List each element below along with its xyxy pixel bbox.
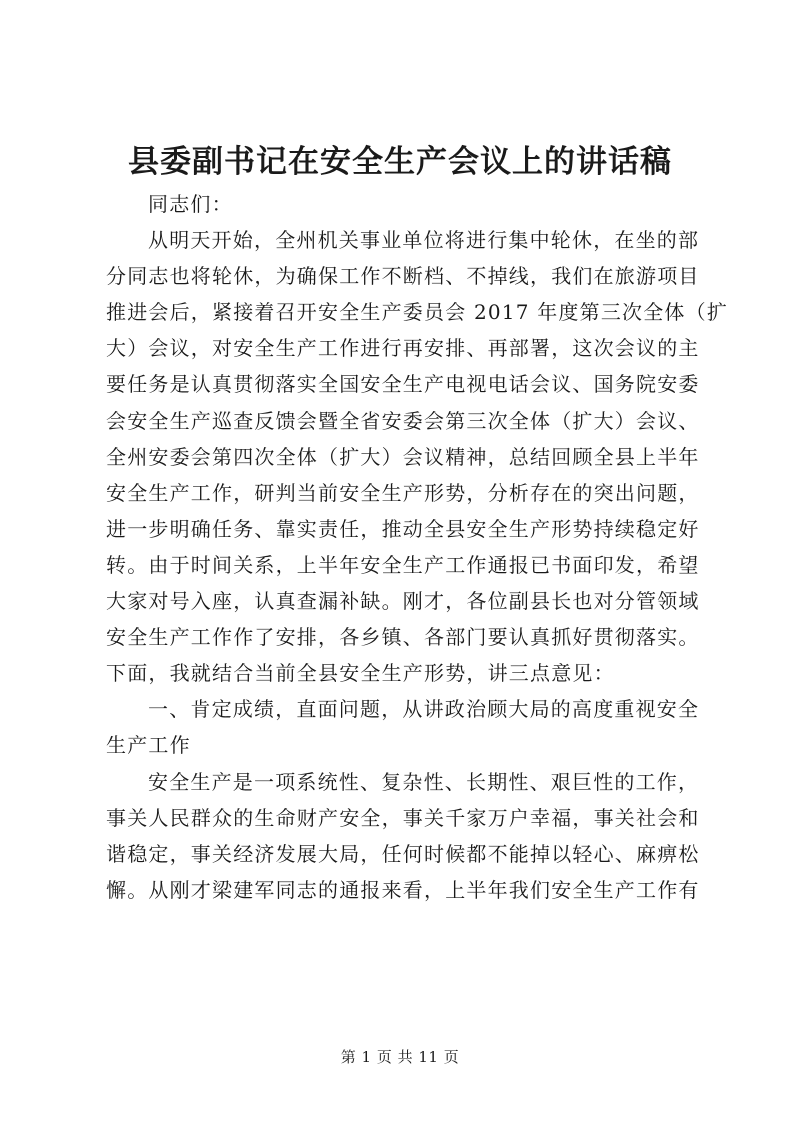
document-body [106, 186, 729, 908]
body-line: 安全生产工作作了安排，各乡镇、各部门要认真抓好贯彻落实。 [106, 625, 700, 650]
section-heading-line: 一、肯定成绩，直面问题，从讲政治顾大局的高度重视安全 [148, 697, 700, 722]
body-line: 会安全生产巡查反馈会暨全省安委会第三次全体（扩大）会议、 [106, 408, 700, 433]
body-line: 懈。从刚才梁建军同志的通报来看，上半年我们安全生产工作有 [106, 877, 700, 902]
body-line: 下面，我就结合当前全县安全生产形势，讲三点意见： [106, 661, 615, 686]
salutation-line: 同志们： [148, 192, 233, 216]
body-line: 要任务是认真贯彻落实全国安全生产电视电话会议、国务院安委 [106, 372, 700, 397]
page-footer: 第 1 页 共 11 页 [340, 1048, 460, 1066]
body-line: 安全生产工作，研判当前安全生产形势，分析存在的突出问题， [106, 480, 700, 505]
body-line: 谐稳定，事关经济发展大局，任何时候都不能掉以轻心、麻痹松 [106, 841, 700, 866]
document-title: 县委副书记在安全生产会议上的讲话稿 [128, 144, 672, 180]
body-line: 安全生产是一项系统性、复杂性、长期性、艰巨性的工作， [148, 769, 700, 794]
body-line: 大家对号入座，认真查漏补缺。刚才，各位副县长也对分管领域 [106, 589, 700, 614]
body-line: 分同志也将轮休，为确保工作不断档、不掉线，我们在旅游项目 [106, 264, 700, 289]
body-line: 全州安委会第四次全体（扩大）会议精神，总结回顾全县上半年 [106, 444, 700, 469]
body-line: 大）会议，对安全生产工作进行再安排、再部署，这次会议的主 [106, 336, 700, 361]
body-line: 转。由于时间关系，上半年安全生产工作通报已书面印发，希望 [106, 552, 700, 577]
body-line: 从明天开始，全州机关事业单位将进行集中轮休，在坐的部 [148, 228, 700, 253]
body-line: 事关人民群众的生命财产安全，事关千家万户幸福，事关社会和 [106, 805, 700, 830]
body-line: 推进会后，紧接着召开安全生产委员会 2017 年度第三次全体（扩 [106, 300, 729, 325]
body-line: 进一步明确任务、靠实责任，推动全县安全生产形势持续稳定好 [106, 516, 700, 541]
section-heading-line: 生产工作 [106, 733, 191, 758]
